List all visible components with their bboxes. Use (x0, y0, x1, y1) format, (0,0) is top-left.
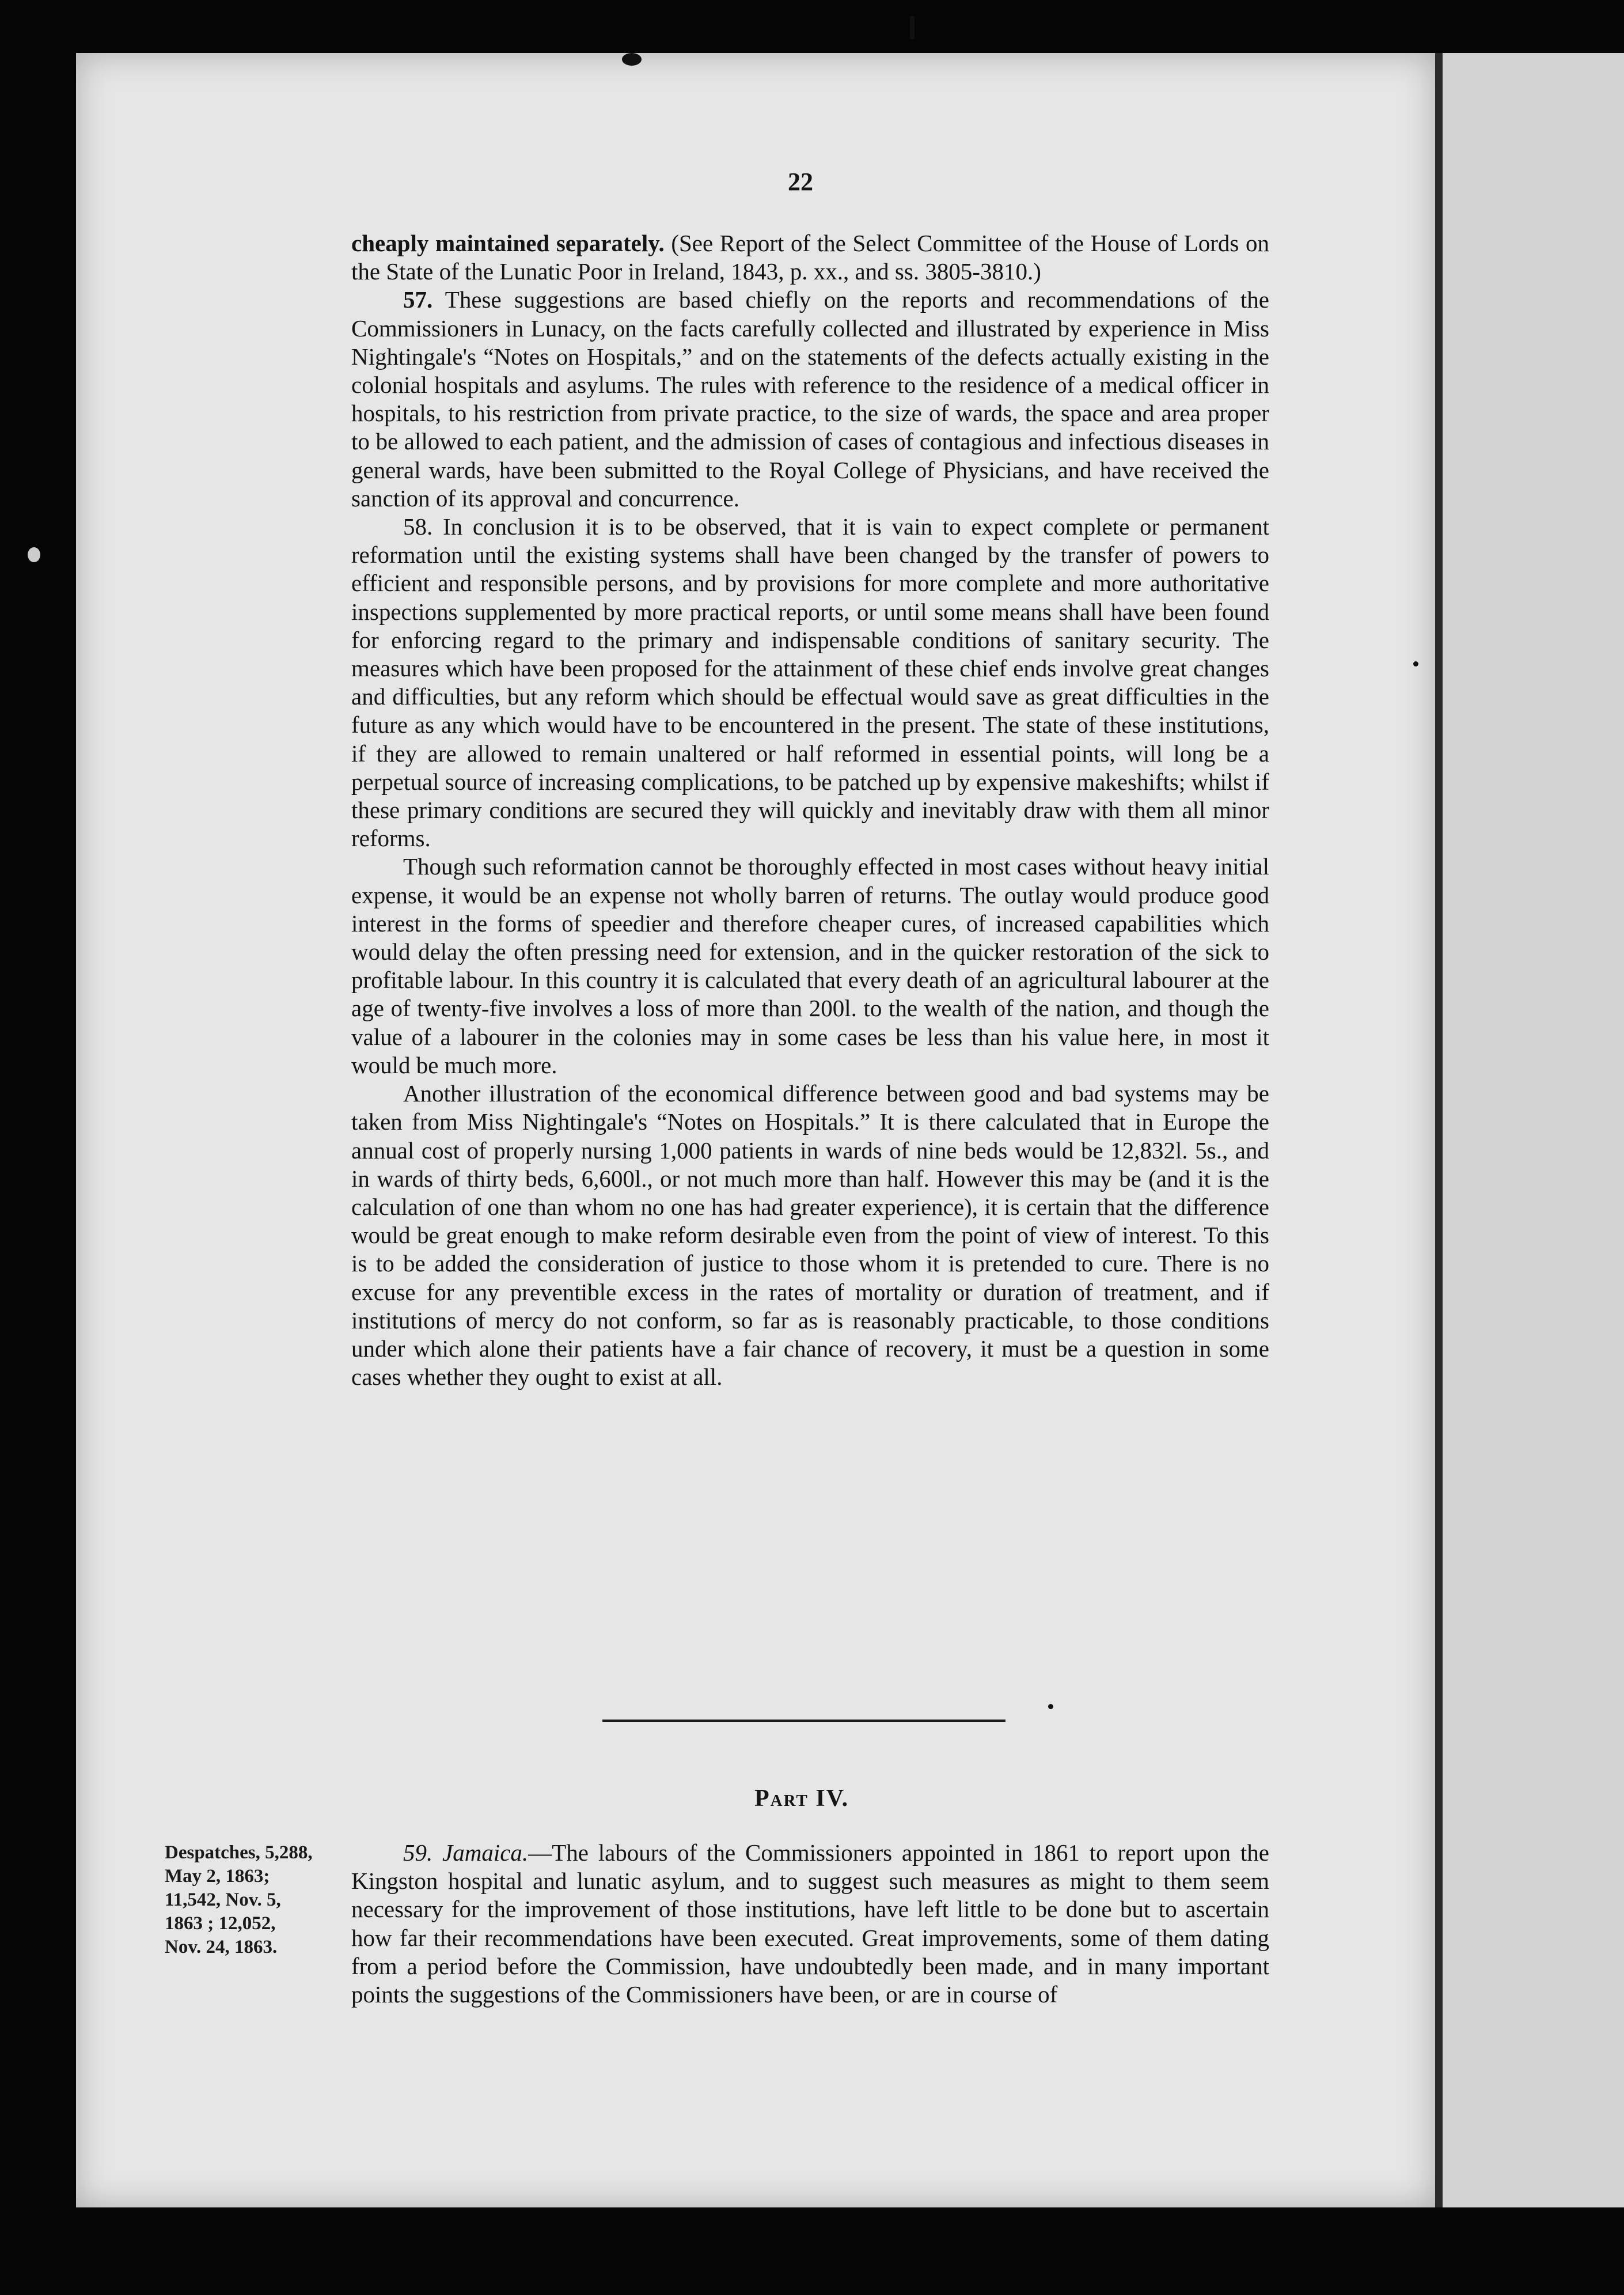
margin-note (165, 1841, 349, 1959)
margin-note-line: Despatches, 5,288, (165, 1842, 313, 1863)
paragraph-text: Though such reformation cannot be thoroughly effected in most cases without heavy initial expense, it would be an expense not wholly barren of returns. The outlay would produce good interest in the forms of speedier and therefore cheaper cures, of increased capabilities which would delay the often pressing need for extension, and in the quicker restoration of the sick to profitable labour. In this country it is calculated that every death of an agricultural labourer at the age of twenty-five involves a loss of more than 200l. to the wealth of the nation, and though the value of a labourer in the colonies may in some cases be less than his value here, in most it would be much more. (351, 853, 1269, 1078)
page-number: 22 (788, 168, 813, 196)
paragraph-lead: 57. (403, 286, 433, 313)
paragraph-59 (351, 1839, 1269, 2009)
part4-text (351, 1839, 1269, 2009)
margin-note-line: 1863 ; 12,052, (165, 1913, 276, 1934)
paragraph-lead: cheaply maintained separately. (351, 230, 665, 256)
paragraph-text: (See Report of the Select Committee of the House of Lords on the State of the Lunatic Poor in Ireland, 1843, p. xx., and ss. 3805-3810.) (351, 230, 1270, 285)
paragraph-58 (351, 513, 1269, 853)
paragraph-text: Another illustration of the economical difference between good and bad systems may be taken from Miss Nightingale's “Notes on Hospitals.” It is there calculated that in Europe the annual cost of properly nursing 1,000 patients in wards of nine beds would be 12,832l. 5s., and in wards of thirty beds, 6,600l., or not much more than half. However this may be (and it is the calculation of one than whom no one has had greater experience), it is certain that the difference would be great enough to make reform desirable even from the point of view of interest. To this is to be added the consideration of justice to those whom it is pretended to cure. There is no excuse for any preventible excess in the rates of mortality or duration of treatment, and if institutions of mercy do not conform, so far as is reasonably practicable, to those conditions under which alone their patients have a fair chance of recovery, it must be a question in some cases whether they ought to exist at all. (351, 1080, 1269, 1391)
paragraph-text: 58. In conclusion it is to be observed, that it is vain to expect complete or permanent reformation until the existing systems shall have been changed by the transfer of powers to efficient and responsible persons, and by provisions for more complete and more authoritative inspections supplemented by more practical reports, or until some means shall have been found for enforcing regard to the primary and indispensable conditions of sanitary security. The measures which have been proposed for the attainment of these chief ends involve great changes and difficulties, but any reform which should be effectual would save as great difficulties in the future as any which would have to be encountered in the present. The state of these institutions, if they are allowed to remain unaltered or half reformed in essential points, will long be a perpetual source of increasing complications, to be patched up by expensive makeshifts; whilst if these primary conditions are secured they will quickly and inevitably draw with them all minor reforms. (351, 513, 1269, 852)
section-divider (602, 1720, 1005, 1722)
main-text (351, 229, 1269, 1391)
paragraph-58-cont-2 (351, 1080, 1269, 1391)
section-heading: Part IV. (754, 1785, 849, 1812)
scan-mark (1413, 661, 1418, 666)
scan-mark (910, 16, 915, 39)
margin-note-line: Nov. 24, 1863. (165, 1937, 278, 1957)
paragraph-lead: 59. Jamaica. (403, 1839, 529, 1866)
binding-gutter (1435, 53, 1443, 2207)
paragraph-text: These suggestions are based chiefly on the reports and recommendations of the Commissioners in Lunacy, on the facts carefully collected and illustrated by experience in Miss Nightingale's “Notes on Hospitals,” and on the statements of the defects actually existing in the colonial hospitals and asylums. The rules with reference to the residence of a medical officer in hospitals, to his restriction from private practice, to the size of wards, the space and area proper to be allowed to each patient, and the admission of cases of contagious and infectious diseases in general wards, have been submitted to the Royal College of Physicians, and have received the sanction of its approval and concurrence. (351, 286, 1269, 512)
margin-note-line: May 2, 1863; (165, 1866, 270, 1887)
margin-note-line: 11,542, Nov. 5, (165, 1889, 281, 1910)
paragraph-58-cont-1 (351, 853, 1269, 1080)
paragraph-57 (351, 286, 1269, 513)
paragraph-text: —The labours of the Commissioners appointed in 1861 to report upon the Kingston hospital and lunatic asylum, and to suggest such measures as might to them seem necessary for the improvement of those institutions, have left little to be done but to ascertain how far their recommendations have been executed. Great improvements, some of them dating from a period before the Commission, have undoubtedly been made, and in many important points the suggestions of the Commissioners have been, or are in course of (351, 1839, 1269, 2008)
facing-page-edge (1443, 53, 1624, 2207)
scan-mark (622, 53, 642, 66)
scan-mark (1048, 1704, 1053, 1709)
paragraph-continuation (351, 229, 1269, 286)
scan-mark (28, 547, 40, 562)
